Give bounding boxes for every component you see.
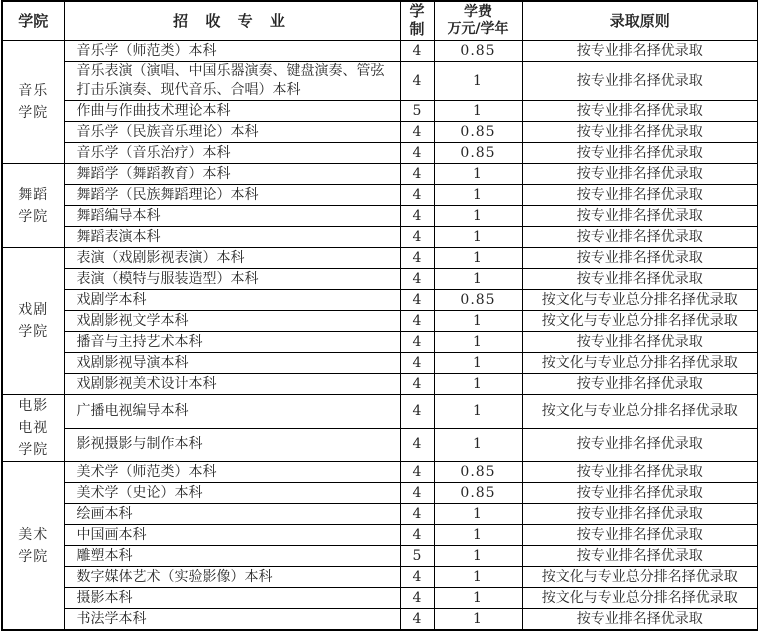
principle-cell: 按专业排名择优录取 bbox=[522, 164, 758, 185]
duration-cell: 4 bbox=[400, 353, 434, 374]
duration-cell: 4 bbox=[400, 227, 434, 248]
header-tuition-line1: 学费 bbox=[464, 4, 492, 20]
duration-cell: 4 bbox=[400, 374, 434, 395]
principle-cell: 按文化与专业总分排名择优录取 bbox=[522, 567, 758, 588]
duration-cell: 4 bbox=[400, 428, 434, 462]
duration-cell: 4 bbox=[400, 185, 434, 206]
duration-cell: 4 bbox=[400, 143, 434, 164]
duration-cell: 5 bbox=[400, 546, 434, 567]
principle-cell: 按专业排名择优录取 bbox=[522, 227, 758, 248]
college-cell-fine-arts bbox=[2, 462, 64, 631]
principle-cell: 按文化与专业总分排名择优录取 bbox=[522, 395, 758, 429]
tuition-cell: 1 bbox=[434, 609, 522, 631]
college-label: 美术学院 bbox=[18, 526, 49, 565]
duration-cell: 4 bbox=[400, 311, 434, 332]
major-cell: 书法学本科 bbox=[64, 609, 400, 631]
tuition-cell: 1 bbox=[434, 428, 522, 462]
table-row bbox=[2, 122, 758, 143]
major-cell: 美术学（师范类）本科 bbox=[64, 462, 400, 483]
tuition-cell: 1 bbox=[434, 353, 522, 374]
duration-cell: 4 bbox=[400, 462, 434, 483]
college-label: 戏剧学院 bbox=[18, 302, 49, 340]
table-row bbox=[2, 101, 758, 122]
major-cell: 舞蹈学（舞蹈教育）本科 bbox=[64, 164, 400, 185]
major-cell: 播音与主持艺术本科 bbox=[64, 332, 400, 353]
table-row bbox=[2, 206, 758, 227]
admission-majors-table bbox=[1, 0, 758, 631]
tuition-cell: 1 bbox=[434, 395, 522, 429]
major-cell: 音乐表演（演唱、中国乐器演奏、键盘演奏、管弦打击乐演奏、现代音乐、合唱）本科 bbox=[64, 62, 400, 101]
college-cell-dance bbox=[2, 164, 64, 248]
table-row bbox=[2, 428, 758, 462]
principle-cell: 按专业排名择优录取 bbox=[522, 185, 758, 206]
table-row bbox=[2, 546, 758, 567]
header-row bbox=[2, 1, 758, 41]
principle-cell: 按专业排名择优录取 bbox=[522, 248, 758, 269]
major-cell: 音乐学（师范类）本科 bbox=[64, 41, 400, 62]
table-row bbox=[2, 62, 758, 101]
tuition-cell: 1 bbox=[434, 227, 522, 248]
duration-cell: 4 bbox=[400, 525, 434, 546]
principle-cell: 按专业排名择优录取 bbox=[522, 483, 758, 504]
tuition-cell: 1 bbox=[434, 311, 522, 332]
major-cell: 音乐学（音乐治疗）本科 bbox=[64, 143, 400, 164]
major-cell: 广播电视编导本科 bbox=[64, 395, 400, 429]
tuition-cell: 0.85 bbox=[434, 143, 522, 164]
duration-cell: 4 bbox=[400, 567, 434, 588]
major-cell: 影视摄影与制作本科 bbox=[64, 428, 400, 462]
major-cell: 雕塑本科 bbox=[64, 546, 400, 567]
college-cell-music bbox=[2, 41, 64, 164]
header-duration bbox=[400, 1, 434, 41]
tuition-cell: 0.85 bbox=[434, 483, 522, 504]
header-tuition bbox=[434, 1, 522, 41]
duration-cell: 4 bbox=[400, 609, 434, 631]
principle-cell: 按专业排名择优录取 bbox=[522, 62, 758, 101]
college-label: 舞蹈学院 bbox=[18, 186, 49, 225]
table-header bbox=[2, 1, 758, 41]
major-cell: 数字媒体艺术（实验影像）本科 bbox=[64, 567, 400, 588]
tuition-cell: 0.85 bbox=[434, 462, 522, 483]
principle-cell: 按文化与专业总分排名择优录取 bbox=[522, 290, 758, 311]
major-cell: 舞蹈编导本科 bbox=[64, 206, 400, 227]
principle-cell: 按专业排名择优录取 bbox=[522, 41, 758, 62]
header-principle: 录取原则 bbox=[522, 1, 758, 41]
duration-cell: 4 bbox=[400, 62, 434, 101]
duration-cell: 4 bbox=[400, 248, 434, 269]
header-duration-label: 学制 bbox=[409, 2, 425, 39]
duration-cell: 4 bbox=[400, 269, 434, 290]
tuition-cell: 1 bbox=[434, 62, 522, 101]
principle-cell: 按专业排名择优录取 bbox=[522, 269, 758, 290]
major-cell: 戏剧影视导演本科 bbox=[64, 353, 400, 374]
table-row bbox=[2, 353, 758, 374]
table-row bbox=[2, 609, 758, 631]
tuition-cell: 0.85 bbox=[434, 290, 522, 311]
principle-cell: 按文化与专业总分排名择优录取 bbox=[522, 311, 758, 332]
tuition-cell: 1 bbox=[434, 164, 522, 185]
table-row bbox=[2, 311, 758, 332]
major-cell: 绘画本科 bbox=[64, 504, 400, 525]
principle-cell: 按专业排名择优录取 bbox=[522, 143, 758, 164]
major-cell: 表演（戏剧影视表演）本科 bbox=[64, 248, 400, 269]
table-row bbox=[2, 143, 758, 164]
header-major: 招 收 专 业 bbox=[64, 1, 400, 41]
duration-cell: 4 bbox=[400, 122, 434, 143]
header-tuition-line2: 万元/学年 bbox=[447, 21, 509, 37]
major-cell: 戏剧学本科 bbox=[64, 290, 400, 311]
major-cell: 舞蹈学（民族舞蹈理论）本科 bbox=[64, 185, 400, 206]
principle-cell: 按专业排名择优录取 bbox=[522, 332, 758, 353]
tuition-cell: 1 bbox=[434, 525, 522, 546]
tuition-cell: 1 bbox=[434, 248, 522, 269]
duration-cell: 4 bbox=[400, 504, 434, 525]
duration-cell: 4 bbox=[400, 483, 434, 504]
college-cell-drama bbox=[2, 248, 64, 395]
college-label: 电影电视学院 bbox=[18, 398, 49, 458]
table-row bbox=[2, 483, 758, 504]
major-cell: 摄影本科 bbox=[64, 588, 400, 609]
college-label: 音乐学院 bbox=[18, 83, 49, 121]
tuition-cell: 1 bbox=[434, 588, 522, 609]
major-cell: 美术学（史论）本科 bbox=[64, 483, 400, 504]
tuition-cell: 1 bbox=[434, 206, 522, 227]
principle-cell: 按专业排名择优录取 bbox=[522, 525, 758, 546]
table-body bbox=[2, 41, 758, 631]
major-cell: 作曲与作曲技术理论本科 bbox=[64, 101, 400, 122]
header-college: 学院 bbox=[2, 1, 64, 41]
major-cell: 戏剧影视美术设计本科 bbox=[64, 374, 400, 395]
tuition-cell: 1 bbox=[434, 546, 522, 567]
table-row bbox=[2, 164, 758, 185]
principle-cell: 按专业排名择优录取 bbox=[522, 462, 758, 483]
tuition-cell: 1 bbox=[434, 185, 522, 206]
tuition-cell: 1 bbox=[434, 374, 522, 395]
principle-cell: 按专业排名择优录取 bbox=[522, 504, 758, 525]
tuition-cell: 1 bbox=[434, 567, 522, 588]
tuition-cell: 1 bbox=[434, 101, 522, 122]
major-cell: 表演（模特与服装造型）本科 bbox=[64, 269, 400, 290]
table-row bbox=[2, 290, 758, 311]
tuition-cell: 1 bbox=[434, 504, 522, 525]
duration-cell: 4 bbox=[400, 588, 434, 609]
tuition-cell: 0.85 bbox=[434, 41, 522, 62]
major-cell: 戏剧影视文学本科 bbox=[64, 311, 400, 332]
duration-cell: 4 bbox=[400, 206, 434, 227]
table-row bbox=[2, 248, 758, 269]
principle-cell: 按专业排名择优录取 bbox=[522, 428, 758, 462]
major-cell: 中国画本科 bbox=[64, 525, 400, 546]
principle-cell: 按专业排名择优录取 bbox=[522, 609, 758, 631]
table-row bbox=[2, 462, 758, 483]
principle-cell: 按专业排名择优录取 bbox=[522, 206, 758, 227]
table-row bbox=[2, 504, 758, 525]
table-row bbox=[2, 41, 758, 62]
table-row bbox=[2, 332, 758, 353]
table-row bbox=[2, 525, 758, 546]
duration-cell: 4 bbox=[400, 41, 434, 62]
duration-cell: 5 bbox=[400, 101, 434, 122]
principle-cell: 按专业排名择优录取 bbox=[522, 101, 758, 122]
duration-cell: 4 bbox=[400, 395, 434, 429]
major-cell: 音乐学（民族音乐理论）本科 bbox=[64, 122, 400, 143]
duration-cell: 4 bbox=[400, 332, 434, 353]
table-row bbox=[2, 588, 758, 609]
college-cell-film-tv bbox=[2, 395, 64, 462]
table-row bbox=[2, 374, 758, 395]
principle-cell: 按专业排名择优录取 bbox=[522, 546, 758, 567]
principle-cell: 按文化与专业总分排名择优录取 bbox=[522, 353, 758, 374]
principle-cell: 按文化与专业总分排名择优录取 bbox=[522, 588, 758, 609]
table-row bbox=[2, 395, 758, 429]
tuition-cell: 1 bbox=[434, 269, 522, 290]
table-row bbox=[2, 269, 758, 290]
table-row bbox=[2, 567, 758, 588]
tuition-cell: 1 bbox=[434, 332, 522, 353]
table-row bbox=[2, 185, 758, 206]
major-cell: 舞蹈表演本科 bbox=[64, 227, 400, 248]
principle-cell: 按专业排名择优录取 bbox=[522, 374, 758, 395]
duration-cell: 4 bbox=[400, 290, 434, 311]
table-row bbox=[2, 227, 758, 248]
tuition-cell: 0.85 bbox=[434, 122, 522, 143]
duration-cell: 4 bbox=[400, 164, 434, 185]
principle-cell: 按专业排名择优录取 bbox=[522, 122, 758, 143]
